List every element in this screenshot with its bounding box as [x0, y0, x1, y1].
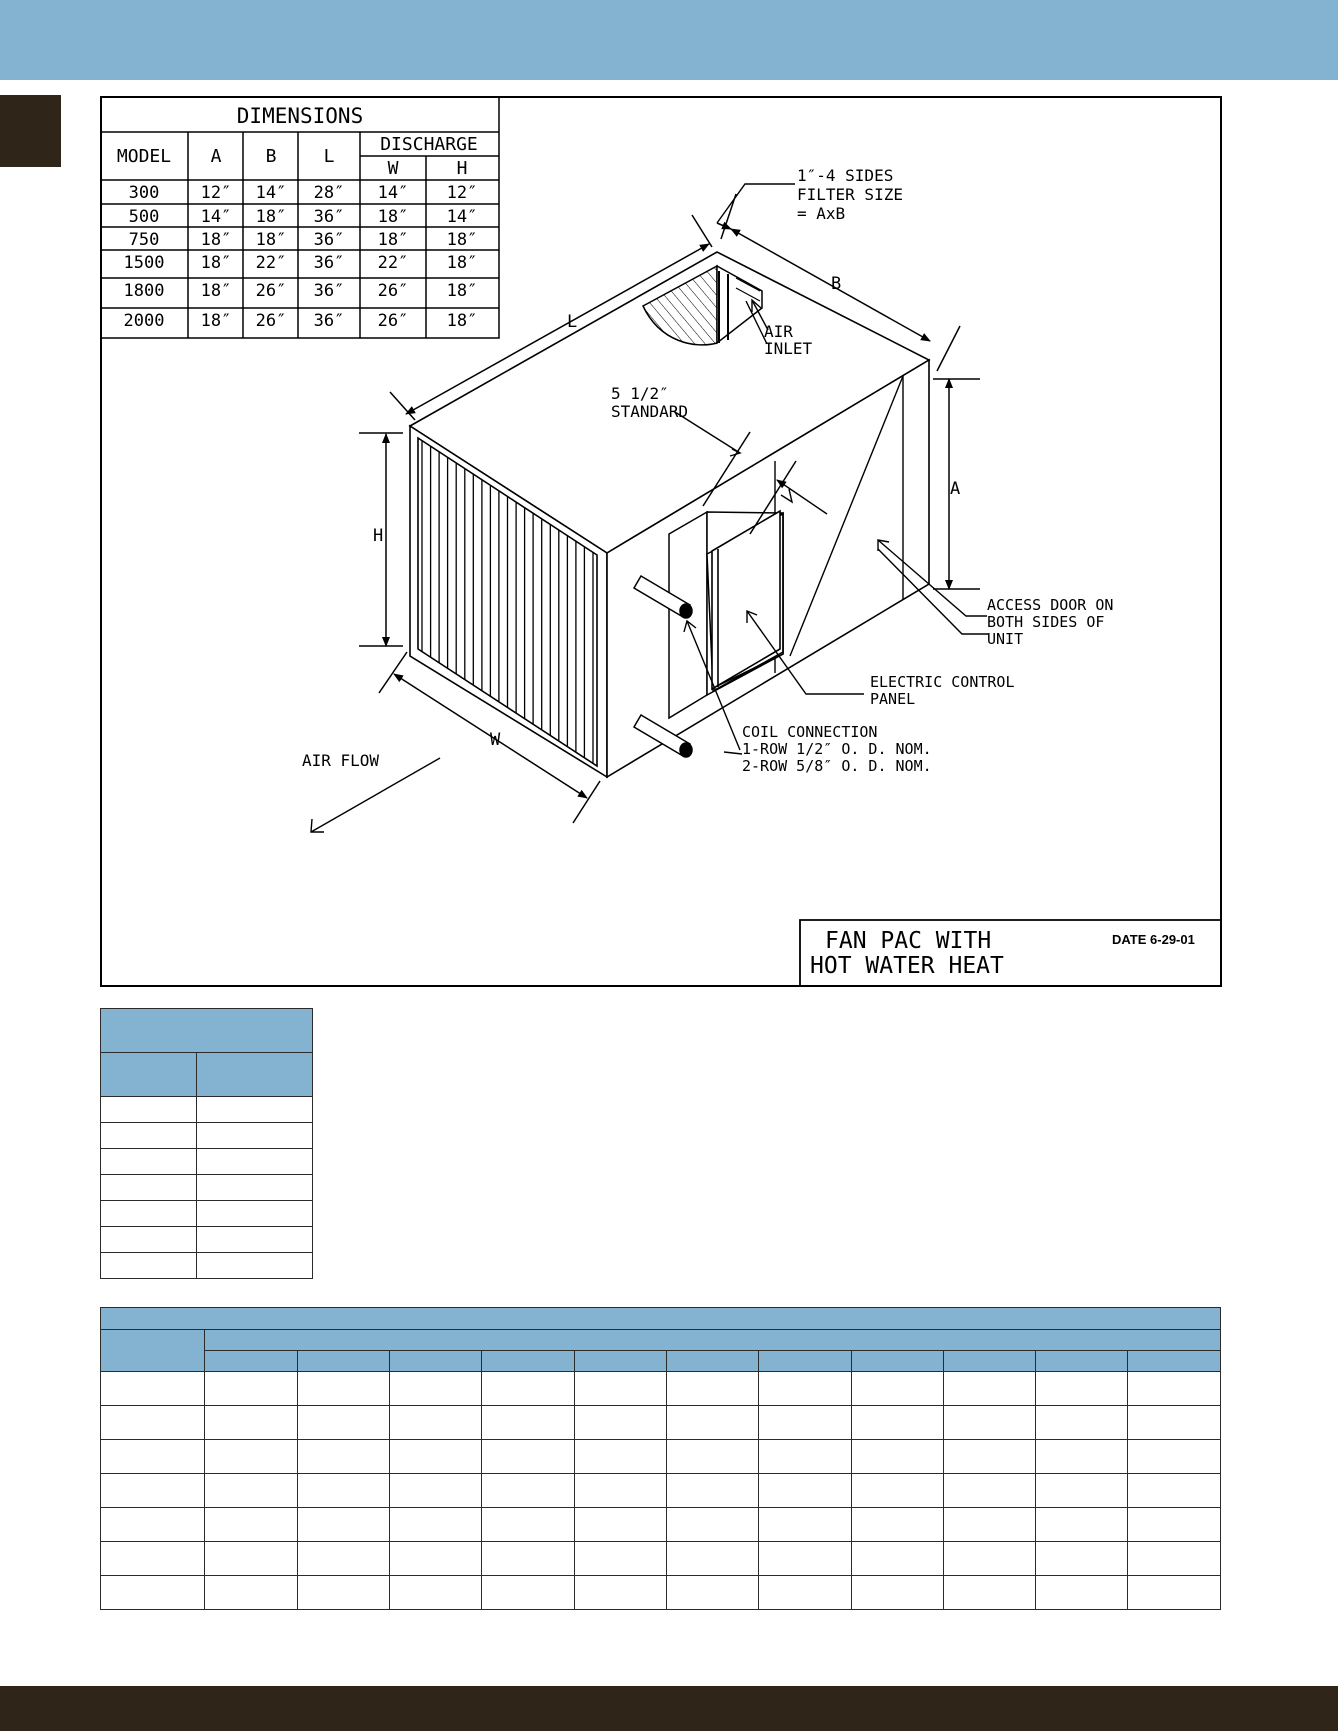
large-table-cell	[297, 1440, 389, 1474]
dim-cell-w: 14″	[377, 183, 409, 203]
large-table-column-header	[1036, 1351, 1128, 1372]
large-table-cell	[101, 1406, 205, 1440]
small-table-row	[101, 1253, 313, 1279]
small-table-cell	[197, 1201, 313, 1227]
large-table-cell	[482, 1406, 574, 1440]
large-table-column-header	[205, 1351, 297, 1372]
large-table-cell	[851, 1440, 943, 1474]
dim-cell-b: 18″	[255, 230, 287, 250]
title-block	[800, 920, 1221, 985]
large-table-cell	[943, 1474, 1035, 1508]
large-table-cell	[389, 1406, 481, 1440]
large-table-cell	[101, 1542, 205, 1576]
small-table-header	[101, 1009, 313, 1053]
large-table-column-header	[851, 1351, 943, 1372]
small-table-cell	[101, 1227, 197, 1253]
dimensions-rows	[124, 183, 478, 331]
filter-callout-line2: FILTER SIZE	[797, 185, 903, 204]
filter-callout-line1: 1″-4 SIDES	[797, 166, 894, 185]
dim-cell-l: 36″	[313, 207, 345, 227]
large-table-cell	[297, 1576, 389, 1610]
large-table-row	[101, 1508, 1221, 1542]
large-table-cell	[205, 1474, 297, 1508]
large-table-cell	[389, 1508, 481, 1542]
dim-cell-model: 500	[128, 207, 160, 227]
large-table-cell	[1036, 1576, 1128, 1610]
dim-b-label: B	[831, 274, 842, 294]
large-table-column-header	[389, 1351, 481, 1372]
title-line2: HOT WATER HEAT	[810, 953, 1004, 979]
dim-cell-w: 18″	[377, 230, 409, 250]
large-table-cell	[389, 1440, 481, 1474]
large-table-cell	[1036, 1440, 1128, 1474]
coil-connection-line3: 2-ROW 5/8″ O. D. NOM.	[742, 757, 932, 775]
large-table-cell	[851, 1372, 943, 1406]
control-panel-line2: PANEL	[870, 690, 916, 708]
large-table-cell	[205, 1542, 297, 1576]
large-table-cell	[943, 1372, 1035, 1406]
dim-cell-h: 18″	[446, 311, 478, 331]
large-table-row	[101, 1440, 1221, 1474]
large-table-cell	[101, 1508, 205, 1542]
large-table-cell	[574, 1406, 666, 1440]
dim-cell-model: 750	[128, 230, 160, 250]
large-table-cell	[666, 1372, 758, 1406]
access-door-line3: UNIT	[987, 630, 1024, 648]
title-line1: FAN PAC WITH	[825, 928, 992, 954]
dim-cell-a: 18″	[200, 281, 232, 301]
large-table-cell	[851, 1474, 943, 1508]
large-table-row	[101, 1474, 1221, 1508]
small-table-subheader-1	[101, 1053, 197, 1097]
dim-cell-model: 1800	[123, 281, 165, 301]
dim-cell-w: 26″	[377, 281, 409, 301]
large-table-row	[101, 1576, 1221, 1610]
large-table-cell	[297, 1508, 389, 1542]
side-tab-marker	[0, 95, 61, 167]
bottom-footer-band	[0, 1686, 1338, 1731]
air-flow-label: AIR FLOW	[302, 751, 380, 770]
large-table-cell	[205, 1372, 297, 1406]
large-table-cell	[666, 1440, 758, 1474]
large-table-cell	[297, 1372, 389, 1406]
large-table-cell	[574, 1542, 666, 1576]
large-table-cell	[1036, 1542, 1128, 1576]
small-table-row	[101, 1149, 313, 1175]
large-table-cell	[205, 1440, 297, 1474]
large-table-cell	[1036, 1474, 1128, 1508]
dim-cell-h: 18″	[446, 253, 478, 273]
large-table-cell	[389, 1542, 481, 1576]
dim-cell-w: 26″	[377, 311, 409, 331]
large-table-cell	[297, 1542, 389, 1576]
large-table-cell	[666, 1474, 758, 1508]
air-inlet-line2: INLET	[764, 339, 813, 358]
large-table-column-header	[297, 1351, 389, 1372]
small-table-cell	[101, 1149, 197, 1175]
large-table-cell	[1128, 1576, 1221, 1610]
small-table-row	[101, 1175, 313, 1201]
small-table-cell	[101, 1097, 197, 1123]
large-table-group-header	[205, 1330, 1221, 1351]
small-table-subheader-2	[197, 1053, 313, 1097]
large-table-cell	[482, 1474, 574, 1508]
dim-cell-a: 18″	[200, 311, 232, 331]
dim-cell-model: 300	[128, 183, 160, 203]
large-table-cell	[1128, 1474, 1221, 1508]
large-table-cell	[851, 1542, 943, 1576]
large-table-cell	[574, 1440, 666, 1474]
header-discharge-h: H	[456, 158, 468, 179]
dim-cell-h: 14″	[446, 207, 478, 227]
coil-connection-line2: 1-ROW 1/2″ O. D. NOM.	[742, 740, 932, 758]
large-table-cell	[389, 1372, 481, 1406]
small-table-cell	[197, 1123, 313, 1149]
small-table-cell	[101, 1123, 197, 1149]
large-table-column-header	[943, 1351, 1035, 1372]
large-table-cell	[482, 1542, 574, 1576]
large-table-cell	[297, 1474, 389, 1508]
large-table-cell	[759, 1440, 851, 1474]
dim-cell-b: 22″	[255, 253, 287, 273]
air-inlet-line1: AIR	[764, 322, 793, 341]
large-table-cell	[943, 1508, 1035, 1542]
large-table-cell	[943, 1542, 1035, 1576]
header-l: L	[323, 146, 335, 167]
large-table-column-header	[1128, 1351, 1221, 1372]
large-table-cell	[574, 1372, 666, 1406]
large-table-column-header	[666, 1351, 758, 1372]
large-table-cell	[666, 1542, 758, 1576]
large-table-cell	[574, 1508, 666, 1542]
dim-cell-h: 18″	[446, 230, 478, 250]
large-table-cell	[1128, 1542, 1221, 1576]
large-table-cell	[851, 1576, 943, 1610]
small-table-cell	[101, 1253, 197, 1279]
large-table-cell	[1128, 1406, 1221, 1440]
dimensions-title: DIMENSIONS	[236, 104, 364, 128]
top-header-band	[0, 0, 1338, 80]
small-table-cell	[197, 1149, 313, 1175]
large-table-cell	[574, 1576, 666, 1610]
dim-cell-model: 1500	[123, 253, 165, 273]
small-table-cell	[101, 1201, 197, 1227]
large-table-row	[101, 1542, 1221, 1576]
large-table-cell	[943, 1576, 1035, 1610]
large-table-column-header	[759, 1351, 851, 1372]
large-table-cell	[1036, 1406, 1128, 1440]
standard-line2: STANDARD	[611, 402, 689, 421]
small-table-cell	[197, 1253, 313, 1279]
large-table-cell	[943, 1406, 1035, 1440]
dim-w-label: W	[490, 730, 501, 750]
large-table-cell	[1128, 1372, 1221, 1406]
small-table-cell	[197, 1175, 313, 1201]
large-table-cell	[205, 1508, 297, 1542]
large-table-cell	[759, 1406, 851, 1440]
dim-cell-l: 36″	[313, 281, 345, 301]
large-table-column-header	[574, 1351, 666, 1372]
large-table-cell	[482, 1440, 574, 1474]
dim-h-label: H	[373, 526, 384, 546]
large-table-cell	[1036, 1372, 1128, 1406]
dim-cell-l: 36″	[313, 230, 345, 250]
dim-cell-w: 18″	[377, 207, 409, 227]
large-table-cell	[851, 1406, 943, 1440]
dim-cell-a: 18″	[200, 253, 232, 273]
large-table-cell	[389, 1474, 481, 1508]
fan-pac-drawing	[100, 96, 1222, 987]
large-table-row-header	[101, 1330, 205, 1372]
dim-cell-l: 28″	[313, 183, 345, 203]
dim-a-label: A	[950, 479, 961, 499]
small-table-row	[101, 1201, 313, 1227]
dim-cell-b: 26″	[255, 311, 287, 331]
small-table-cell	[197, 1227, 313, 1253]
small-table-row	[101, 1123, 313, 1149]
large-table-cell	[851, 1508, 943, 1542]
small-table-cell	[197, 1097, 313, 1123]
small-table-cell	[101, 1175, 197, 1201]
dim-cell-l: 36″	[313, 253, 345, 273]
large-table-cell	[101, 1440, 205, 1474]
large-table-cell	[759, 1576, 851, 1610]
large-blank-table	[100, 1307, 1221, 1610]
large-table-cell	[101, 1372, 205, 1406]
large-table-column-header	[482, 1351, 574, 1372]
large-table-cell	[759, 1508, 851, 1542]
title-date: DATE 6-29-01	[1112, 932, 1195, 947]
access-door-line1: ACCESS DOOR ON	[987, 596, 1114, 614]
header-a: A	[210, 146, 222, 167]
dim-cell-a: 14″	[200, 207, 232, 227]
large-table-cell	[1128, 1440, 1221, 1474]
large-table-row	[101, 1372, 1221, 1406]
large-table-cell	[759, 1372, 851, 1406]
large-table-cell	[482, 1508, 574, 1542]
large-table-cell	[101, 1474, 205, 1508]
large-table-cell	[943, 1440, 1035, 1474]
large-table-cell	[574, 1474, 666, 1508]
dim-cell-b: 26″	[255, 281, 287, 301]
standard-line1: 5 1/2″	[611, 384, 669, 403]
dim-cell-b: 14″	[255, 183, 287, 203]
dim-cell-h: 12″	[446, 183, 478, 203]
header-model: MODEL	[116, 146, 172, 167]
header-discharge: DISCHARGE	[380, 134, 478, 155]
small-table-row	[101, 1227, 313, 1253]
large-table-cell	[666, 1508, 758, 1542]
large-table-cell	[759, 1474, 851, 1508]
dim-cell-l: 36″	[313, 311, 345, 331]
access-door-line2: BOTH SIDES OF	[987, 613, 1105, 631]
large-table-cell	[1036, 1508, 1128, 1542]
dim-cell-a: 18″	[200, 230, 232, 250]
filter-callout-line3: = AxB	[797, 204, 846, 223]
control-panel-line1: ELECTRIC CONTROL	[870, 673, 1015, 691]
small-table-row	[101, 1097, 313, 1123]
large-table-cell	[666, 1406, 758, 1440]
dim-cell-w: 22″	[377, 253, 409, 273]
large-table-cell	[297, 1406, 389, 1440]
large-table-cell	[389, 1576, 481, 1610]
large-table-row	[101, 1406, 1221, 1440]
large-table-cell	[101, 1576, 205, 1610]
large-table-cell	[482, 1372, 574, 1406]
large-table-cell	[666, 1576, 758, 1610]
dim-cell-b: 18″	[255, 207, 287, 227]
header-discharge-w: W	[387, 158, 399, 179]
large-table-cell	[1128, 1508, 1221, 1542]
large-table-cell	[205, 1406, 297, 1440]
dim-cell-h: 18″	[446, 281, 478, 301]
coil-connection-line1: COIL CONNECTION	[742, 723, 878, 741]
header-b: B	[265, 146, 277, 167]
dim-l-label: L	[567, 312, 578, 332]
large-table-cell	[759, 1542, 851, 1576]
dim-cell-a: 12″	[200, 183, 232, 203]
small-blank-table	[100, 1008, 313, 1279]
large-table-title-row	[101, 1308, 1221, 1330]
dim-cell-model: 2000	[123, 311, 165, 331]
large-table-cell	[482, 1576, 574, 1610]
large-table-cell	[205, 1576, 297, 1610]
